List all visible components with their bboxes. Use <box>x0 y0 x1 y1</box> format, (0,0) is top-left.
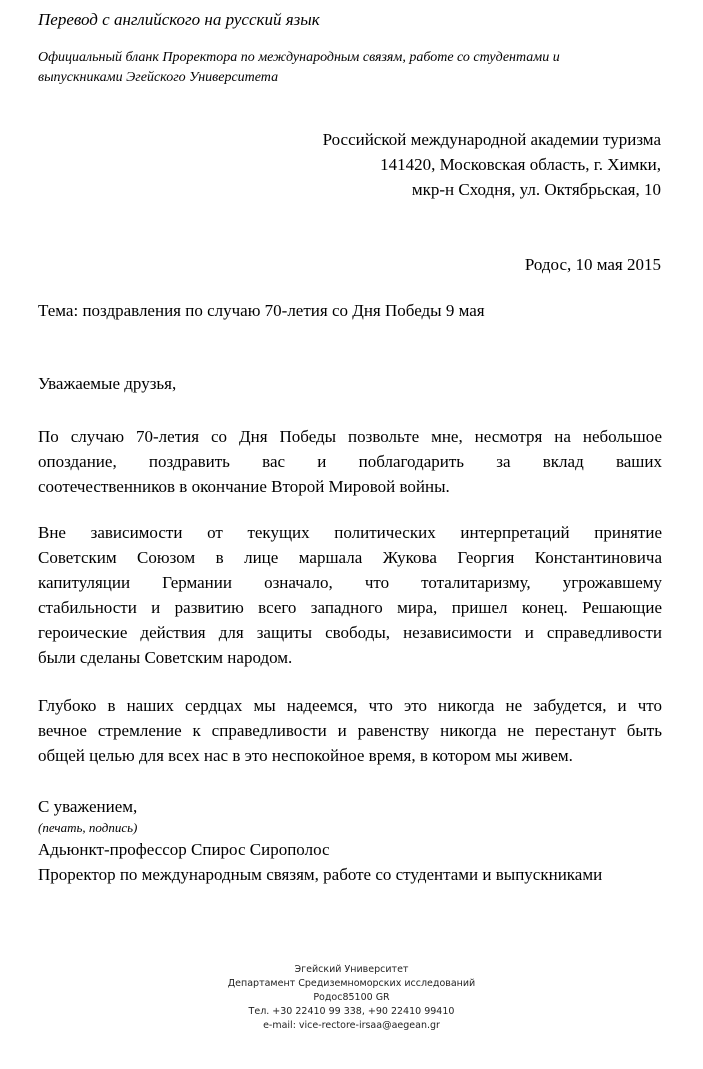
body-paragraph-3 <box>38 693 662 768</box>
stamp-note: (печать, подпись) <box>38 820 138 835</box>
footer-line: Департамент Средиземноморских исследований <box>227 978 476 989</box>
recipient-line: мкр-н Сходня, ул. Октябрьская, 10 <box>411 180 661 199</box>
closing: С уважением, <box>38 797 138 816</box>
recipient-line: 141420, Московская область, г. Химки, <box>380 155 661 174</box>
paragraph-line: опоздание, поздравить вас и поблагодарить за вклад ваших <box>38 452 662 471</box>
paragraph-line: были сделаны Советским народом. <box>38 648 293 667</box>
paragraph-line: капитуляции Германии означало, что тоталитаризму, угрожавшему <box>38 573 662 592</box>
paragraph-line: соотечественников в окончание Второй Мировой войны. <box>38 477 450 496</box>
paragraph-line: Советским Союзом в лице маршала Жукова Георгия Константиновича <box>38 548 662 567</box>
paragraph-line: героические действия для защиты свободы, независимости и справедливости <box>38 623 662 642</box>
recipient-line: Российской международной академии туризма <box>322 130 661 149</box>
paragraph-line: Вне зависимости от текущих политических интерпретаций принятие <box>38 523 662 542</box>
signer-name: Адьюнкт-профессор Спирос Сирополос <box>38 840 330 859</box>
letterhead-line: Официальный бланк Проректора по международным связям, работе со студентами и <box>38 50 560 65</box>
translation-note: Перевод с английского на русский язык <box>38 10 320 29</box>
body-paragraph-1 <box>38 424 662 499</box>
footer-line: Тел. +30 22410 99 338, +90 22410 99410 <box>248 1006 455 1017</box>
footer-line: Родос85100 GR <box>313 992 390 1003</box>
paragraph-line: стабильности и развитию всего западного мира, пришел конец. Решающие <box>38 598 662 617</box>
letter-subject: Тема: поздравления по случаю 70-летия со Дня Победы 9 мая <box>38 301 485 320</box>
letterhead-line: выпускниками Эгейского Университета <box>38 70 279 85</box>
footer-line: Эгейский Университет <box>294 964 409 975</box>
signer-position: Проректор по международным связям, работе со студентами и выпускниками <box>38 865 603 884</box>
letter-greeting: Уважаемые друзья, <box>38 374 177 393</box>
paragraph-line: По случаю 70-летия со Дня Победы позвольте мне, несмотря на небольшое <box>38 427 662 446</box>
letter-footer <box>0 963 703 1033</box>
paragraph-line: общей целью для всех нас в это неспокойное время, в котором мы живем. <box>38 746 573 765</box>
letterhead-description <box>38 48 678 88</box>
footer-email: e-mail: vice-rectore-irsaa@aegean.gr <box>263 1020 440 1031</box>
letter-date: Родос, 10 мая 2015 <box>524 255 661 274</box>
recipient-address <box>323 127 661 202</box>
body-paragraph-2 <box>38 520 662 670</box>
paragraph-line: вечное стремление к справедливости и равенству никогда не перестанут быть <box>38 721 662 740</box>
signature-block <box>38 794 602 887</box>
paragraph-line: Глубоко в наших сердцах мы надеемся, что это никогда не забудется, и что <box>38 696 662 715</box>
